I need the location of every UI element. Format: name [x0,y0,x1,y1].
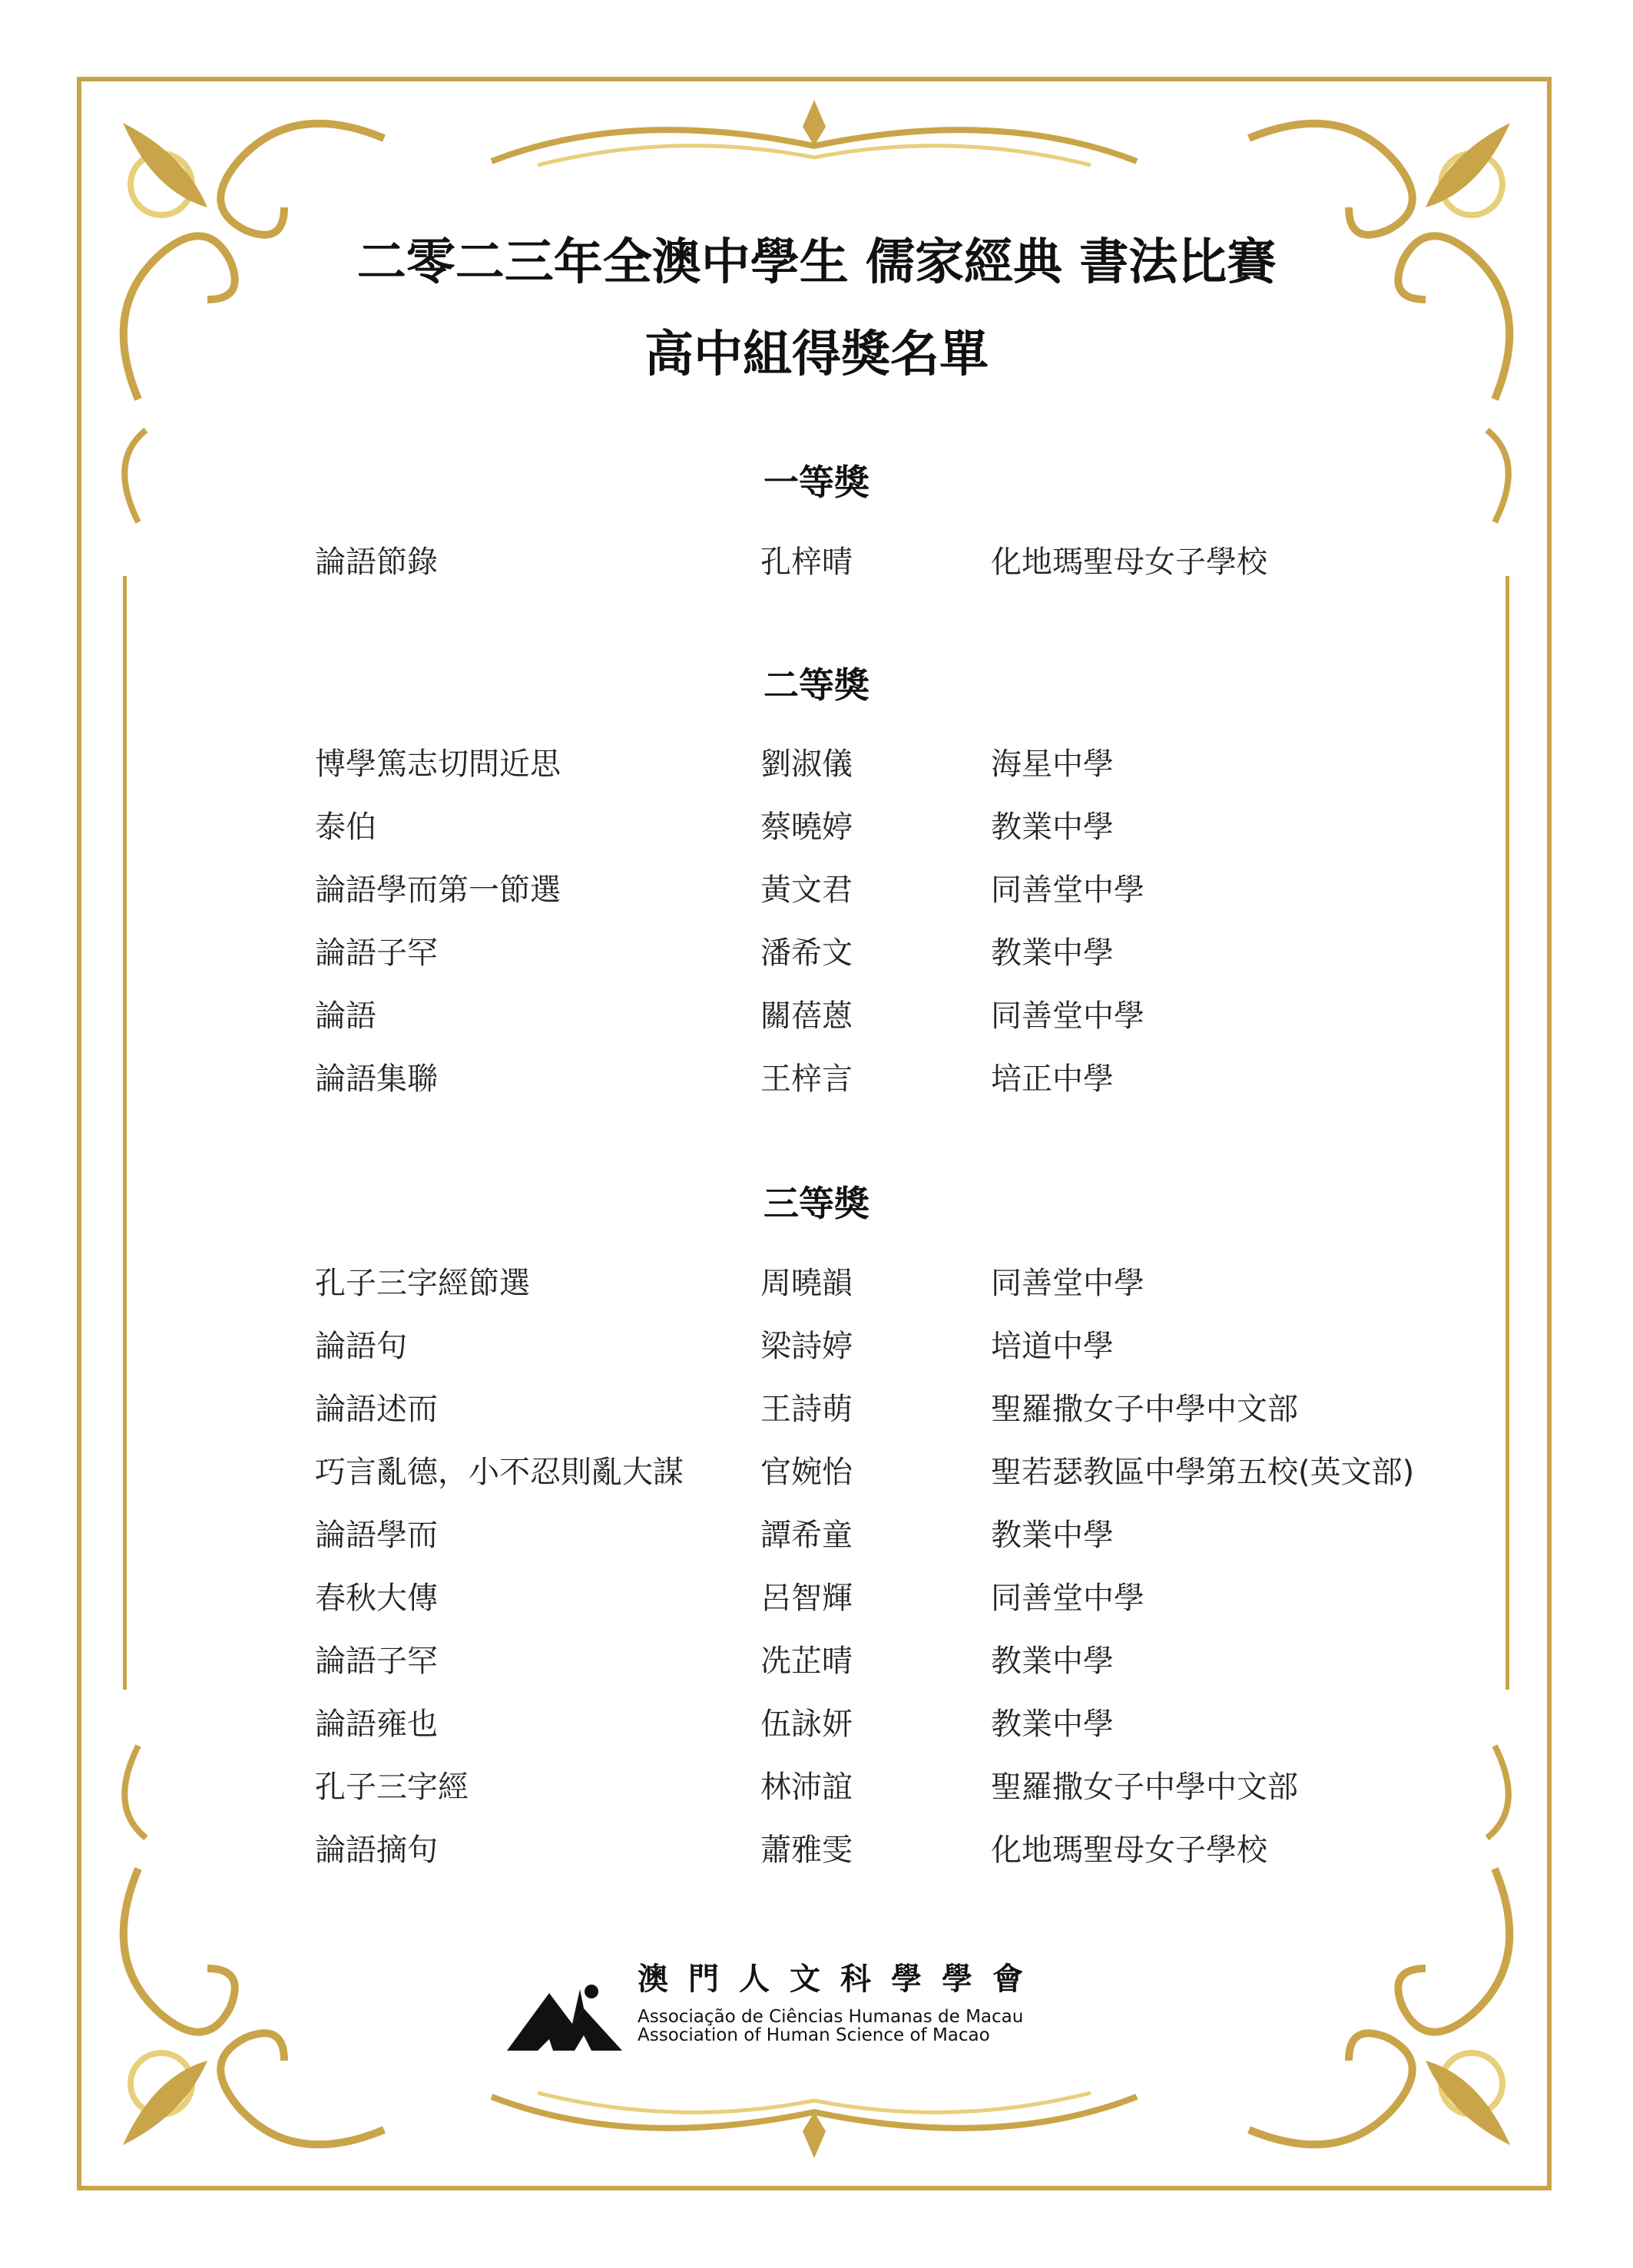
student-name: 梁詩婷 [760,1329,853,1364]
student-name: 蔡曉婷 [760,810,853,845]
student-name: 劉淑儀 [760,747,853,782]
student-name: 王詩萌 [760,1392,853,1427]
work-title: 論語雍也 [315,1707,438,1742]
work-title: 論語集聯 [315,1061,438,1097]
association-name-cn: 澳門人文科學學會 [638,1962,1043,1997]
student-name: 黃文君 [760,872,853,908]
bottom-center-ornament-icon [476,2074,1152,2166]
mountain-logo-icon [507,1970,622,2054]
school-name: 同善堂中學 [991,1581,1144,1616]
work-title: 博學篤志切問近思 [315,747,561,782]
top-center-ornament-icon [476,92,1152,184]
student-name: 潘希文 [760,935,853,971]
school-name: 培正中學 [991,1061,1114,1097]
table-row [0,1055,1633,1101]
table-row [0,1259,1633,1305]
work-title: 論語子罕 [315,1644,438,1679]
school-name: 培道中學 [991,1329,1114,1364]
table-row [0,1574,1633,1620]
student-name: 蕭雅雯 [760,1833,853,1868]
association-name-en: Association of Human Science of Macao [638,2025,990,2045]
student-name: 關蓓蒽 [760,998,853,1034]
work-title: 泰伯 [315,810,376,845]
table-row [0,992,1633,1038]
school-name: 海星中學 [991,747,1114,782]
school-name: 教業中學 [991,1707,1114,1742]
school-name: 化地瑪聖母女子學校 [991,545,1267,580]
document-subtitle: 高中組得獎名單 [644,326,989,383]
school-name: 教業中學 [991,810,1114,845]
table-row [0,1763,1633,1809]
association-logo [507,1955,1121,2054]
school-name: 化地瑪聖母女子學校 [991,1833,1267,1868]
table-row [0,740,1633,786]
table-row [0,1385,1633,1431]
school-name: 聖若瑟教區中學第五校(英文部) [991,1455,1415,1490]
table-row [0,1826,1633,1872]
work-title: 論語摘句 [315,1833,438,1868]
table-row [0,1637,1633,1683]
school-name: 同善堂中學 [991,872,1144,908]
school-name: 聖羅撒女子中學中文部 [991,1392,1298,1427]
table-row [0,1700,1633,1746]
section-heading-first-prize: 一等獎 [764,462,869,503]
work-title: 孔子三字經 [315,1770,469,1805]
table-row [0,1511,1633,1557]
work-title: 論語學而 [315,1518,438,1553]
work-title: 論語節錄 [315,545,438,580]
student-name: 譚希童 [760,1518,853,1553]
table-row [0,1322,1633,1368]
school-name: 教業中學 [991,1518,1114,1553]
school-name: 同善堂中學 [991,998,1144,1034]
student-name: 周曉韻 [760,1266,853,1301]
work-title: 論語述而 [315,1392,438,1427]
student-name: 孔梓晴 [760,545,853,580]
work-title: 巧言亂德，小不忍則亂大謀 [315,1455,684,1490]
table-row [0,803,1633,849]
table-row [0,929,1633,975]
school-name: 教業中學 [991,935,1114,971]
table-row [0,866,1633,912]
table-row [0,1448,1633,1494]
work-title: 論語句 [315,1329,407,1364]
school-name: 聖羅撒女子中學中文部 [991,1770,1298,1805]
section-heading-third-prize: 三等獎 [764,1183,869,1224]
work-title: 孔子三字經節選 [315,1266,530,1301]
work-title: 論語 [315,998,376,1034]
work-title: 春秋大傳 [315,1581,438,1616]
student-name: 冼芷晴 [760,1644,853,1679]
table-row [0,538,1633,584]
work-title: 論語學而第一節選 [315,872,561,908]
work-title: 論語子罕 [315,935,438,971]
student-name: 伍詠妍 [760,1707,853,1742]
section-heading-second-prize: 二等獎 [764,664,869,706]
student-name: 王梓言 [760,1061,853,1097]
school-name: 教業中學 [991,1644,1114,1679]
student-name: 官婉怡 [760,1455,853,1490]
association-name-pt: Associação de Ciências Humanas de Macau [638,2007,1024,2027]
student-name: 呂智輝 [760,1581,853,1616]
document-title: 二零二三年全澳中學生 儒家經典 書法比賽 [356,234,1277,291]
student-name: 林沛誼 [760,1770,853,1805]
school-name: 同善堂中學 [991,1266,1144,1301]
